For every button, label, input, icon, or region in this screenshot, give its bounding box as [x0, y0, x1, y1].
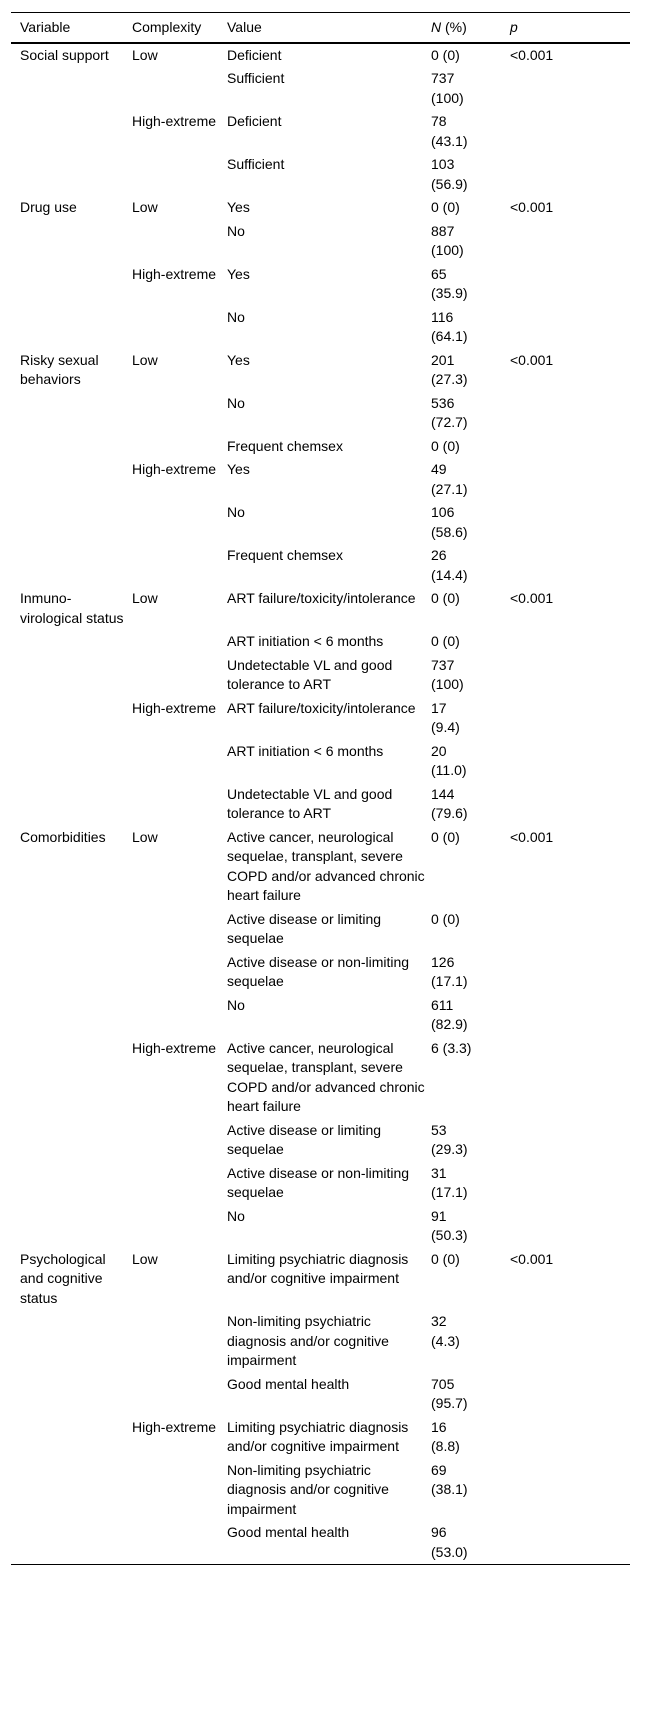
cell-p-value: <0.001	[510, 828, 554, 845]
cell-value: No	[227, 996, 245, 1013]
table-row	[11, 544, 630, 587]
table-row	[11, 908, 630, 951]
table-row	[11, 826, 630, 908]
cell-n-percent: 49 (27.1)	[431, 461, 468, 497]
table-row	[11, 501, 630, 544]
table-row	[11, 306, 630, 349]
cell-complexity: Low	[132, 1250, 158, 1267]
table-row	[11, 994, 630, 1037]
table-row	[11, 220, 630, 263]
cell-value: ART failure/toxicity/intolerance	[227, 590, 416, 606]
table-body	[11, 44, 630, 1565]
cell-value: Sufficient	[227, 70, 285, 86]
table-row	[11, 458, 630, 501]
cell-n-percent: 126 (17.1)	[431, 953, 468, 989]
table-row	[11, 1248, 630, 1311]
cell-n-percent: 737 (100)	[431, 656, 464, 692]
cell-n-percent: 0 (0)	[431, 1250, 460, 1267]
cell-n-percent: 103 (56.9)	[431, 156, 468, 192]
cell-complexity: High-extreme	[132, 461, 217, 477]
cell-variable: Risky sexual behaviors	[20, 351, 99, 387]
cell-n-percent: 65 (35.9)	[431, 265, 468, 301]
table-row	[11, 263, 630, 306]
cell-value: No	[227, 222, 245, 239]
cell-value: ART failure/toxicity/intolerance	[227, 699, 416, 716]
cell-value: Deficient	[227, 113, 282, 129]
cell-n-percent: 53 (29.3)	[431, 1121, 468, 1157]
table-row	[11, 110, 630, 153]
cell-variable: Comorbidities	[20, 828, 106, 845]
cell-value: No	[227, 394, 245, 411]
header-p: p	[510, 19, 518, 35]
cell-value: Frequent chemsex	[227, 547, 343, 563]
cell-n-percent: 705 (95.7)	[431, 1375, 468, 1411]
cell-complexity: Low	[132, 351, 158, 368]
cell-value: Deficient	[227, 46, 282, 63]
cell-n-percent: 116 (64.1)	[431, 308, 468, 344]
cell-n-percent: 0 (0)	[431, 910, 460, 927]
cell-complexity: High-extreme	[132, 699, 217, 716]
table-header-row	[11, 13, 630, 42]
table-row	[11, 740, 630, 783]
cell-value: Undetectable VL and good tolerance to ART	[227, 785, 393, 821]
cell-variable: Inmuno-virological status	[20, 590, 124, 626]
cell-n-percent: 0 (0)	[431, 199, 460, 215]
cell-complexity: Low	[132, 828, 158, 845]
table-row	[11, 67, 630, 110]
cell-complexity: Low	[132, 46, 158, 63]
table-row	[11, 349, 630, 392]
cell-variable: Psychological and cognitive status	[20, 1250, 106, 1306]
cell-value: Active cancer, neurological sequelae, transplant, severe COPD and/or advanced chronic heart failure	[227, 828, 425, 903]
cell-n-percent: 32 (4.3)	[431, 1313, 460, 1349]
cell-n-percent: 91 (50.3)	[431, 1207, 468, 1243]
cell-n-percent: 17 (9.4)	[431, 699, 460, 735]
header-n: N (%)	[431, 19, 467, 35]
cell-value: Non-limiting psychiatric diagnosis and/or cognitive impairment	[227, 1461, 389, 1517]
cell-n-percent: 201 (27.3)	[431, 351, 468, 387]
cell-n-percent: 20 (11.0)	[431, 742, 467, 778]
table-row	[11, 1119, 630, 1162]
cell-complexity: High-extreme	[132, 1039, 217, 1056]
table-row	[11, 1205, 630, 1248]
header-value: Value	[227, 19, 262, 35]
cell-variable: Social support	[20, 46, 109, 63]
header-complexity: Complexity	[132, 19, 202, 35]
cell-value: Frequent chemsex	[227, 437, 343, 454]
cell-value: No	[227, 308, 245, 325]
table-row	[11, 435, 630, 459]
cell-value: ART initiation < 6 months	[227, 742, 384, 759]
cell-value: Non-limiting psychiatric diagnosis and/or cognitive impairment	[227, 1313, 389, 1368]
cell-n-percent: 26 (14.4)	[431, 547, 468, 583]
cell-variable: Drug use	[20, 199, 77, 215]
cell-value: Limiting psychiatric diagnosis and/or cognitive impairment	[227, 1418, 409, 1454]
cell-n-percent: 0 (0)	[431, 633, 460, 649]
cell-n-percent: 737 (100)	[431, 70, 464, 106]
table-row	[11, 951, 630, 994]
cell-value: Active disease or limiting sequelae	[227, 910, 382, 946]
cell-n-percent: 536 (72.7)	[431, 394, 468, 430]
cell-complexity: High-extreme	[132, 265, 217, 282]
table-bottom-rule	[11, 1564, 630, 1565]
cell-value: Sufficient	[227, 156, 285, 172]
cell-n-percent: 31 (17.1)	[431, 1164, 468, 1200]
table-row	[11, 392, 630, 435]
table-row	[11, 1521, 630, 1564]
cell-n-percent: 6 (3.3)	[431, 1039, 472, 1056]
table-row	[11, 44, 630, 68]
cell-p-value: <0.001	[510, 590, 554, 606]
cell-complexity: High-extreme	[132, 113, 217, 129]
cell-value: Active disease or limiting sequelae	[227, 1121, 382, 1157]
cell-value: Active cancer, neurological sequelae, transplant, severe COPD and/or advanced chronic heart failure	[227, 1039, 425, 1114]
cell-value: Active disease or non-limiting sequelae	[227, 1164, 410, 1200]
cell-complexity: Low	[132, 199, 158, 215]
cell-p-value: <0.001	[510, 46, 554, 63]
results-table	[11, 12, 630, 1565]
cell-value: ART initiation < 6 months	[227, 633, 384, 649]
cell-value: Yes	[227, 265, 250, 282]
table-row	[11, 697, 630, 740]
table-row	[11, 1310, 630, 1373]
cell-value: No	[227, 504, 245, 520]
table-row	[11, 783, 630, 826]
table-row	[11, 654, 630, 697]
cell-n-percent: 69 (38.1)	[431, 1461, 468, 1497]
cell-complexity: Low	[132, 590, 158, 606]
header-variable: Variable	[20, 19, 71, 35]
cell-value: Yes	[227, 199, 250, 215]
table-row	[11, 1459, 630, 1522]
cell-p-value: <0.001	[510, 1250, 554, 1267]
cell-n-percent: 106 (58.6)	[431, 504, 468, 540]
cell-n-percent: 78 (43.1)	[431, 113, 468, 149]
table-row	[11, 630, 630, 654]
cell-p-value: <0.001	[510, 351, 554, 368]
cell-value: Good mental health	[227, 1375, 350, 1392]
cell-n-percent: 887 (100)	[431, 222, 464, 258]
table-row	[11, 587, 630, 630]
cell-n-percent: 16 (8.8)	[431, 1418, 460, 1454]
cell-n-percent: 611 (82.9)	[431, 996, 468, 1032]
cell-n-percent: 0 (0)	[431, 590, 460, 606]
cell-value: Yes	[227, 461, 250, 477]
cell-n-percent: 0 (0)	[431, 46, 460, 63]
cell-value: Limiting psychiatric diagnosis and/or cognitive impairment	[227, 1250, 409, 1286]
cell-value: Active disease or non-limiting sequelae	[227, 953, 410, 989]
table-row	[11, 1037, 630, 1119]
cell-p-value: <0.001	[510, 199, 554, 215]
cell-n-percent: 0 (0)	[431, 828, 460, 845]
cell-n-percent: 144 (79.6)	[431, 785, 468, 821]
cell-complexity: High-extreme	[132, 1418, 217, 1435]
cell-value: Undetectable VL and good tolerance to ART	[227, 656, 393, 692]
cell-n-percent: 96 (53.0)	[431, 1524, 468, 1560]
cell-value: Yes	[227, 351, 250, 368]
table-row	[11, 153, 630, 196]
table-row	[11, 1162, 630, 1205]
cell-value: Good mental health	[227, 1524, 350, 1540]
cell-value: No	[227, 1207, 245, 1224]
table-row	[11, 1416, 630, 1459]
table-row	[11, 1373, 630, 1416]
table-row	[11, 196, 630, 220]
cell-n-percent: 0 (0)	[431, 437, 460, 454]
